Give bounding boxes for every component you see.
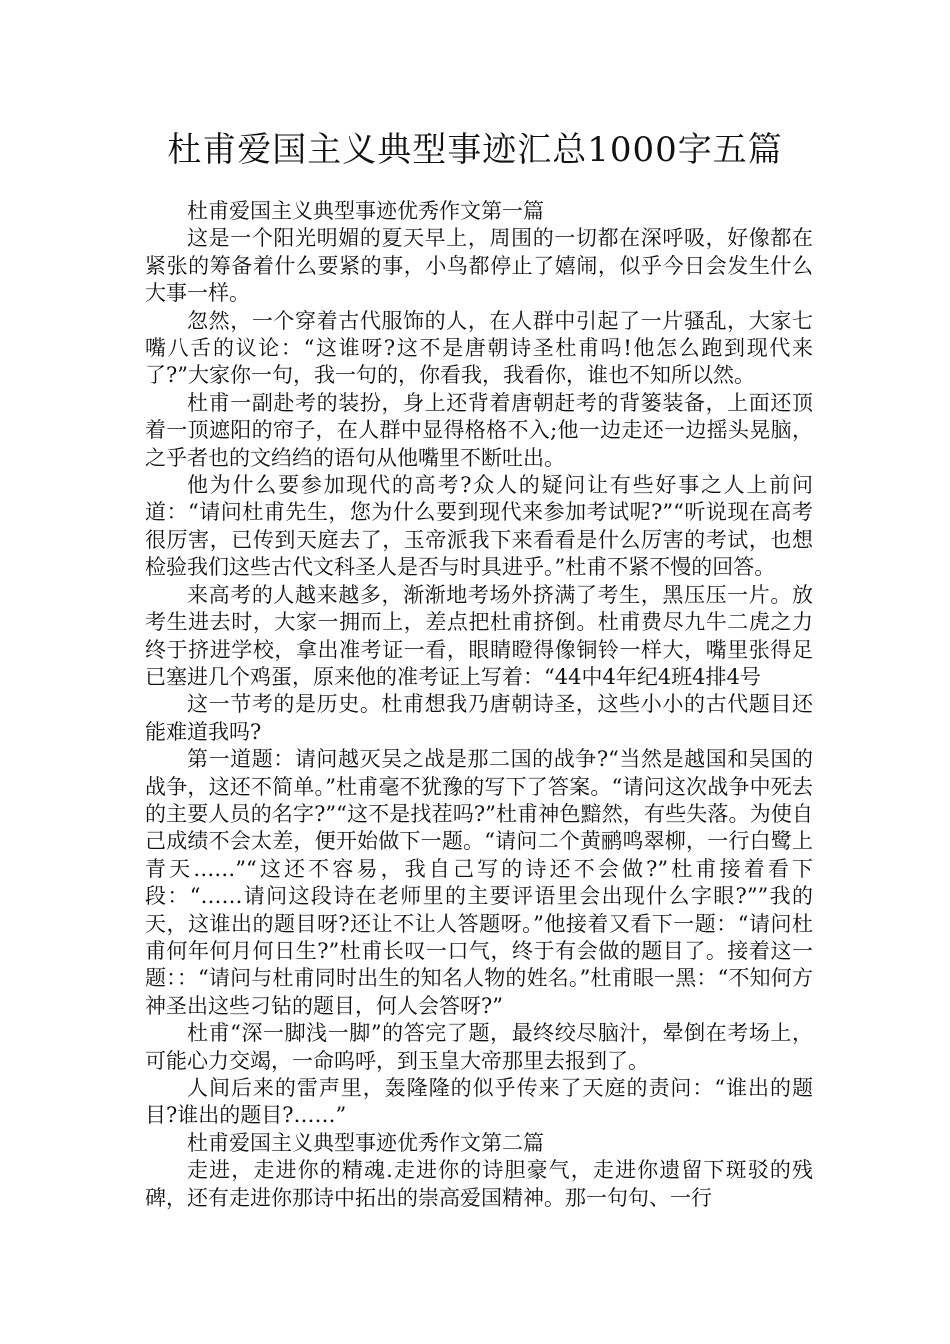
section-heading-2: 杜甫爱国主义典型事迹优秀作文第二篇 xyxy=(187,1130,544,1155)
paragraph: 杜甫“深一脚浅一脚”的答完了题，最终绞尽脑汁，晕倒在考场上，可能心力交竭，一命呜呼，到玉皇大帝那里去报到了。 xyxy=(145,1021,813,1073)
paragraph: 杜甫一副赴考的装扮，身上还背着唐朝赶考的背篓装备，上面还顶着一顶遮阳的帘子，在人群中显得格格不入;他一边走还一边摇头晃脑，之乎者也的文绉绉的语句从他嘴里不断吐出。 xyxy=(145,390,813,470)
section-heading-1: 杜甫爱国主义典型事迹优秀作文第一篇 xyxy=(187,199,544,223)
paragraph: 这一节考的是历史。杜甫想我乃唐朝诗圣，这些小小的古代题目还能难道我吗? xyxy=(145,692,813,744)
document-body xyxy=(145,198,813,1212)
document-title: 杜甫爱国主义典型事迹汇总1000字五篇 xyxy=(167,130,783,170)
paragraph: 这是一个阳光明媚的夏天早上，周围的一切都在深呼吸，好像都在紧张的筹备着什么要紧的事，小鸟都停止了嬉闹，似乎今日会发生什么大事一样。 xyxy=(145,226,813,306)
paragraph: 人间后来的雷声里，轰隆隆的似乎传来了天庭的责问：“谁出的题目?谁出的题目?……” xyxy=(145,1076,813,1128)
paragraph: 第一道题：请问越灭吴之战是那二国的战争?“当然是越国和吴国的战争，这还不简单。”杜甫毫不犹豫的写下了答案。“请问这次战争中死去的主要人员的名字?”“这不是找茬吗?”杜甫神色黯然，有些失落。为使自己成绩不会太差，便开始做下一题。“请问二个黄鹂鸣翠柳，一行白鹭上青天……”“这还不容易，我自己写的诗还不会做?”杜甫接着看下段：“……请问这段诗在老师里的主要评语里会出现什么字眼?””我的天，这谁出的题目呀?还让不让人答题呀。”他接着又看下一题：“请问杜甫何年何月何日生?”杜甫长叹一口气，终于有会做的题目了。接着这一题：：“请问与杜甫同时出生的知名人物的姓名。”杜甫眼一黑：“不知何方神圣出这些刁钻的题目，何人会答呀?” xyxy=(145,747,813,1018)
paragraph: 忽然，一个穿着古代服饰的人，在人群中引起了一片骚乱，大家七嘴八舌的议论：“这谁呀?这不是唐朝诗圣杜甫吗!他怎么跑到现代来了?”大家你一句，我一句的，你看我，我看你，谁也不知所以然。 xyxy=(145,308,813,388)
paragraph: 来高考的人越来越多，渐渐地考场外挤满了考生，黑压压一片。放考生进去时，大家一拥而上，差点把杜甫挤倒。杜甫费尽九牛二虎之力终于挤进学校，拿出准考证一看，眼睛瞪得像铜铃一样大，嘴里张得足已塞进几个鸡蛋，原来他的准考证上写着：“44中4年纪4班4排4号 xyxy=(145,582,813,689)
paragraph: 他为什么要参加现代的高考?众人的疑问让有些好事之人上前问道：“请问杜甫先生，您为什么要到现代来参加考试呢?”“听说现在高考很厉害，已传到天庭去了，玉帝派我下来看看是什么厉害的考试，也想检验我们这些古代文科圣人是否与时具进乎。”杜甫不紧不慢的回答。 xyxy=(145,473,813,580)
paragraph: 走进，走进你的精魂.走进你的诗胆豪气，走进你遗留下斑驳的残碑，还有走进你那诗中拓出的崇高爱国精神。那一句句、一行 xyxy=(145,1158,813,1210)
